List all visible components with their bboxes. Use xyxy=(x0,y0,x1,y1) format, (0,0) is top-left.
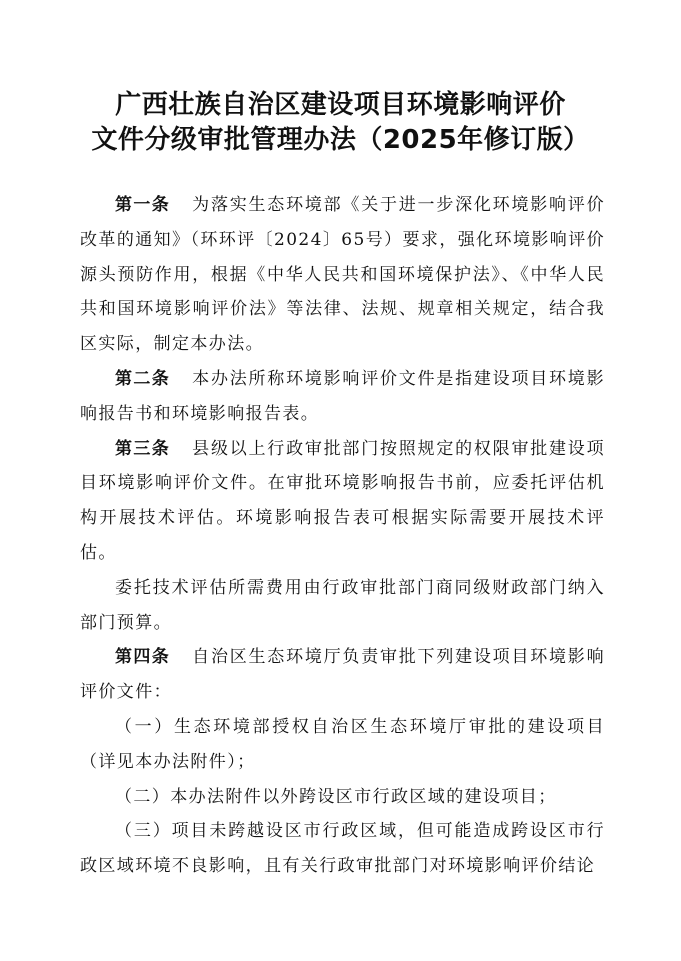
document-body xyxy=(80,188,605,884)
article-4-paragraph xyxy=(80,640,605,710)
article-3-subparagraph xyxy=(80,571,605,641)
article-4-item-3 xyxy=(80,814,605,884)
article-2-text: 本办法所称环境影响评价文件是指建设项目环境影响报告书和环境影响报告表。 xyxy=(80,368,605,424)
article-3-paragraph xyxy=(80,432,605,571)
article-3-text: 县级以上行政审批部门按照规定的权限审批建设项目环境影响评价文件。在审批环境影响报告书前，应委托评估机构开展技术评估。环境影响报告表可根据实际需要开展技术评估。 xyxy=(80,438,605,563)
article-3-heading: 第三条 xyxy=(115,438,171,459)
article-4-text: 自治区生态环境厅负责审批下列建设项目环境影响评价文件： xyxy=(80,647,605,703)
article-2-paragraph xyxy=(80,362,605,432)
article-4-item-3-text: （三）项目未跨越设区市行政区域，但可能造成跨设区市行政区域环境不良影响，且有关行政审批部门对环境影响评价结论 xyxy=(80,821,605,877)
article-4-item-2-text: （二）本办法附件以外跨设区市行政区域的建设项目； xyxy=(115,786,557,807)
article-4-item-2 xyxy=(80,780,605,815)
article-3-sub-text: 委托技术评估所需费用由行政审批部门商同级财政部门纳入部门预算。 xyxy=(80,577,605,633)
article-1-text: 为落实生态环境部《关于进一步深化环境影响评价改革的通知》（环环评〔2024〕65号）要求，强化环境影响评价源头预防作用，根据《中华人民共和国环境保护法》、《中华人民共和国环境影响评价法》等法律、法规、规章相关规定，结合我区实际，制定本办法。 xyxy=(80,195,605,355)
article-4-item-1-text: （一）生态环境部授权自治区生态环境厅审批的建设项目（详见本办法附件）； xyxy=(80,716,605,772)
document-title-line-2: 文件分级审批管理办法（2025年修订版） xyxy=(91,125,590,155)
article-4-item-1 xyxy=(80,710,605,780)
document-title-line-1: 广西壮族自治区建设项目环境影响评价 xyxy=(115,90,566,120)
article-4-heading: 第四条 xyxy=(115,647,171,668)
article-2-heading: 第二条 xyxy=(115,368,171,389)
article-1-heading: 第一条 xyxy=(115,195,171,215)
article-1-paragraph xyxy=(80,188,605,362)
